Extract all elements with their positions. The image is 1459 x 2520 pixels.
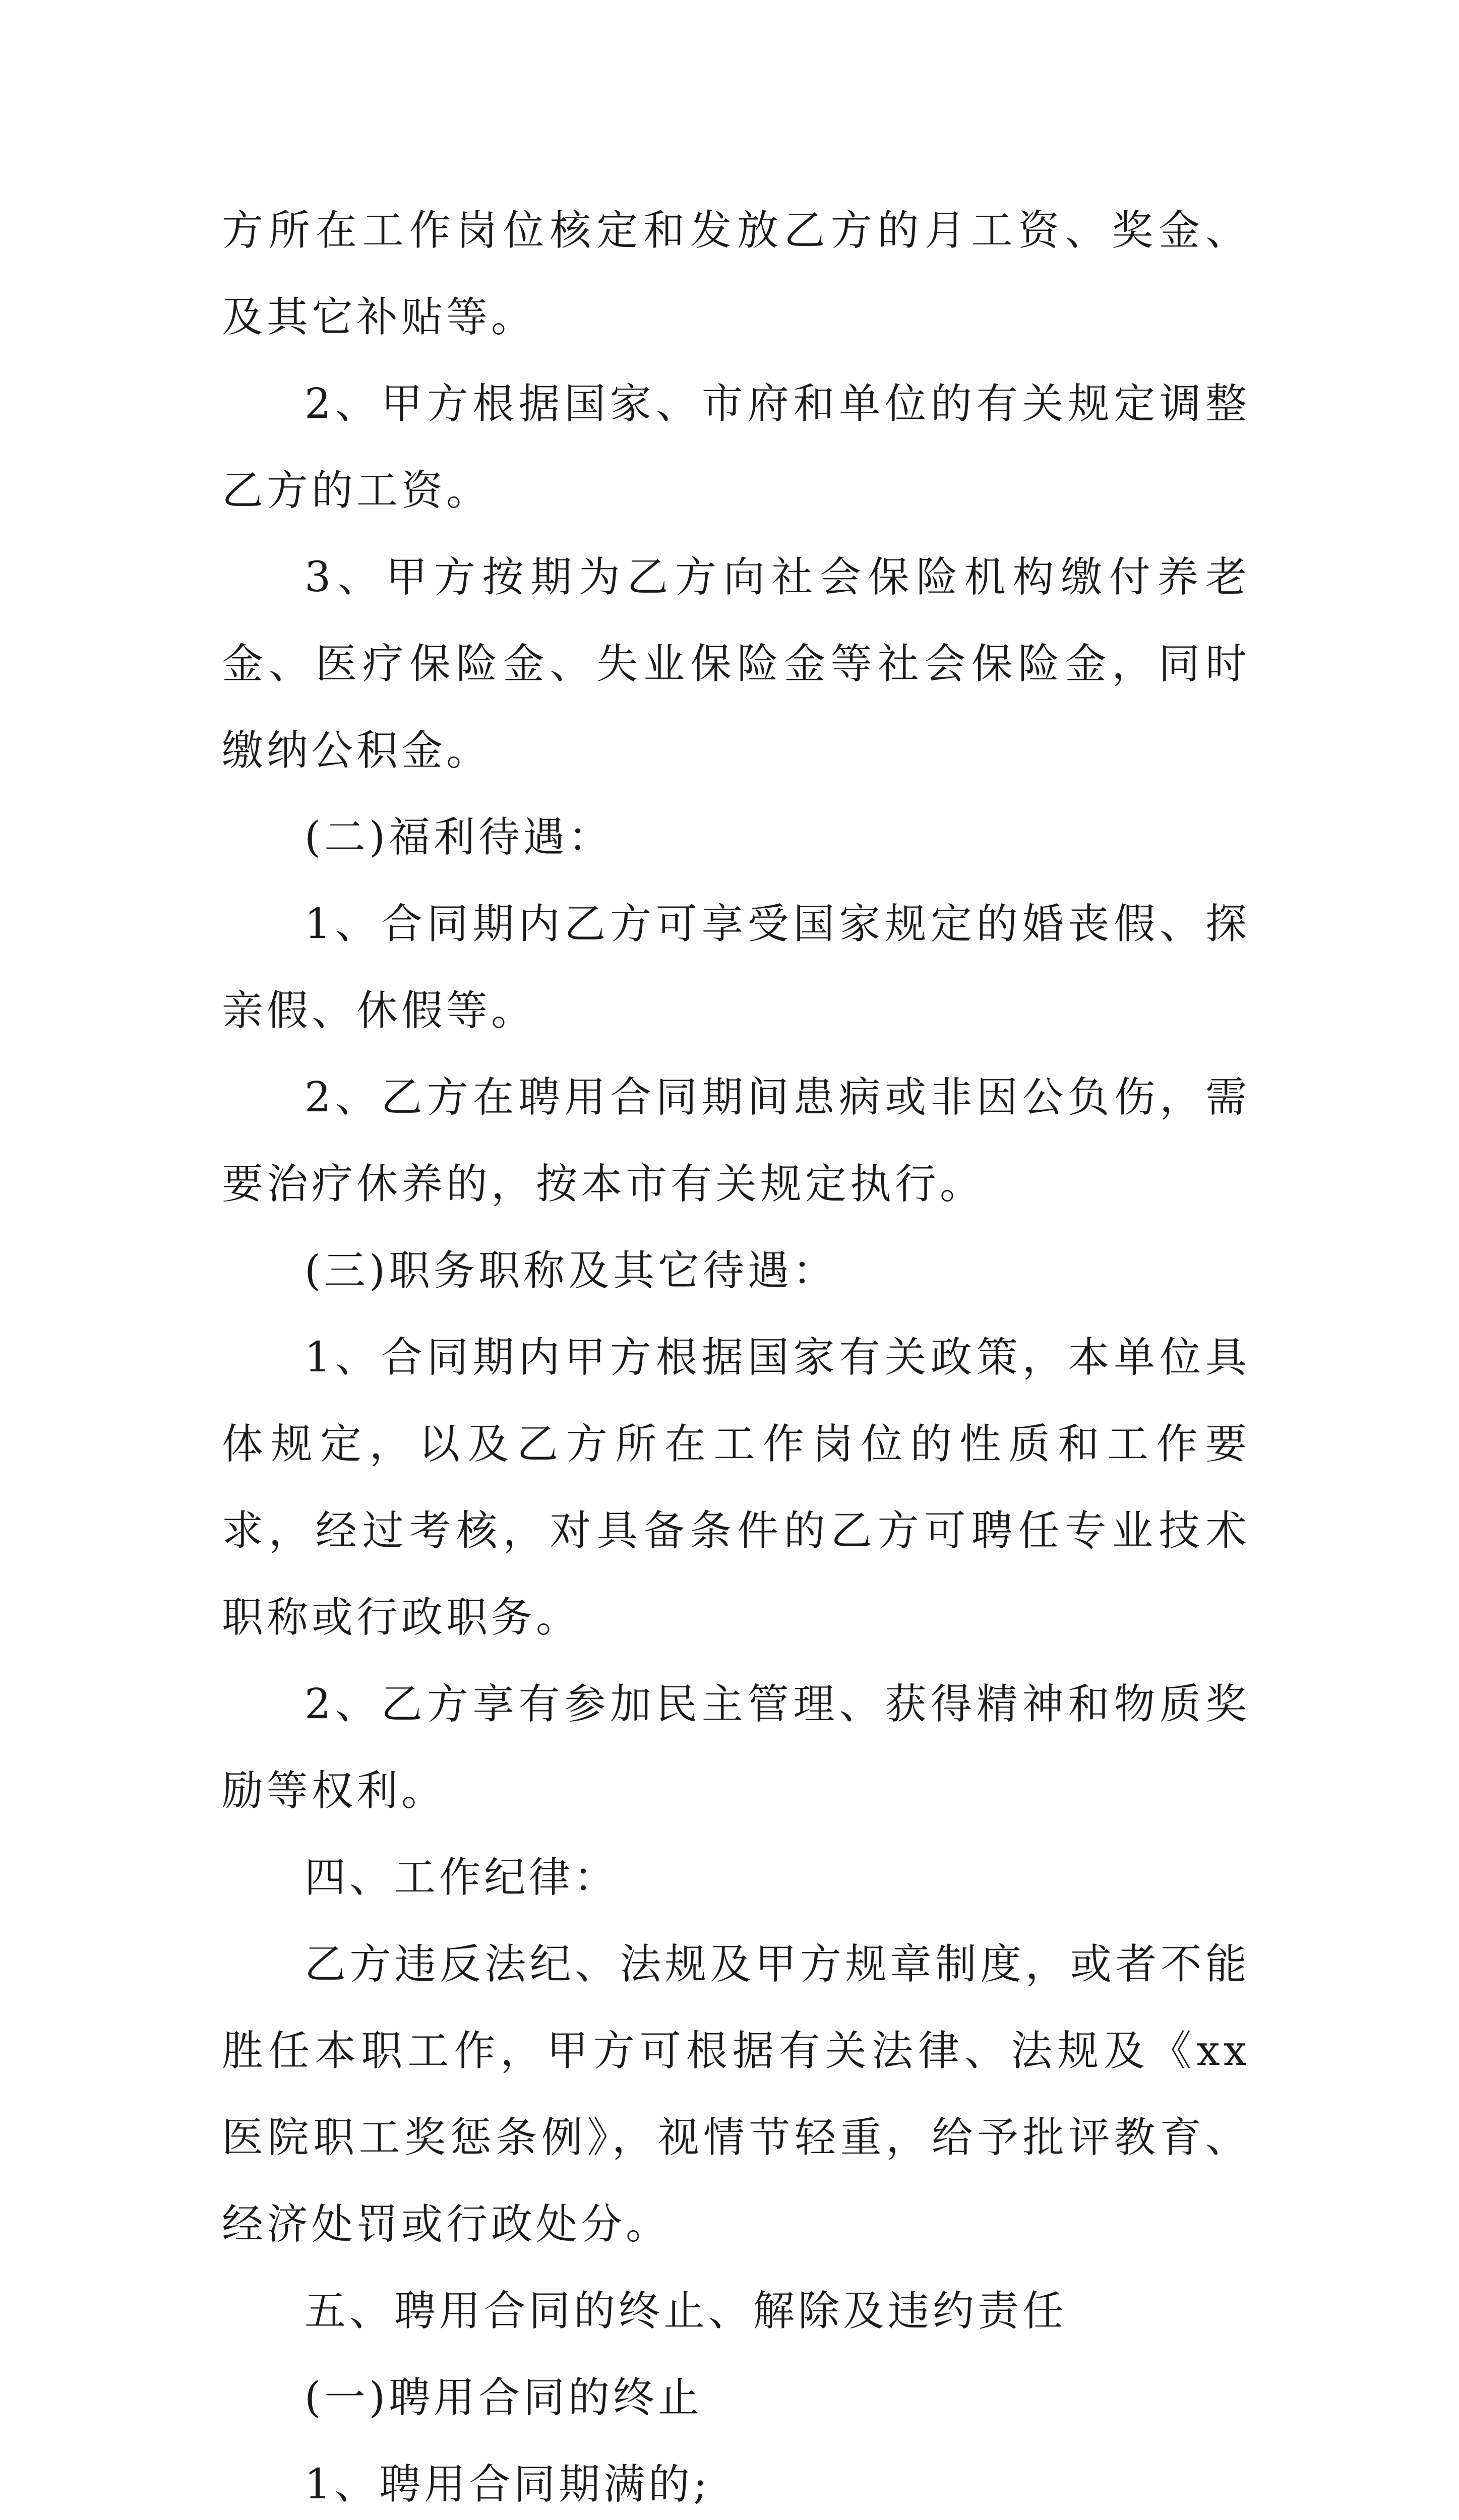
paragraph-5: 1、合同期内乙方可享受国家规定的婚丧假、探亲假、休假等。: [222, 900, 1250, 1035]
section-heading-discipline: 四、工作纪律：: [305, 1854, 619, 1902]
subsection-heading-termination: (一)聘用合同的终止: [305, 2374, 703, 2422]
paragraph-9: 2、乙方享有参加民主管理、获得精神和物质奖励等权利。: [222, 1680, 1250, 1815]
paragraph-3: 3、甲方按期为乙方向社会保险机构缴付养老金、医疗保险金、失业保险金等社会保险金，同时缴纳公积金。: [222, 553, 1250, 775]
paragraph-14: 1、聘用合同期满的;: [305, 2461, 711, 2508]
section-heading-positions: (三)职务职称及其它待遇：: [305, 1247, 837, 1295]
paragraph-2: 2、甲方根据国家、市府和单位的有关规定调整乙方的工资。: [222, 380, 1250, 515]
paragraph-6: 2、乙方在聘用合同期间患病或非因公负伤，需要治疗休养的，按本市有关规定执行。: [222, 1074, 1250, 1208]
section-heading-welfare: (二)福利待遇：: [305, 813, 613, 861]
paragraph-1: 方所在工作岗位核定和发放乙方的月工资、奖金、及其它补贴等。: [222, 207, 1250, 341]
paragraph-8: 1、合同期内甲方根据国家有关政策，本单位具体规定，以及乙方所在工作岗位的性质和工作要求，经过考核，对具备条件的乙方可聘任专业技术职称或行政职务。: [222, 1334, 1250, 1642]
section-heading-termination: 五、聘用合同的终止、解除及违约责任: [305, 2287, 1068, 2335]
document-body: [222, 187, 1250, 2520]
paragraph-11: 乙方违反法纪、法规及甲方规章制度，或者不能胜任本职工作，甲方可根据有关法律、法规及《xx 医院职工奖惩条例》，视情节轻重，给予批评教育、经济处罚或行政处分。: [222, 1940, 1250, 2248]
